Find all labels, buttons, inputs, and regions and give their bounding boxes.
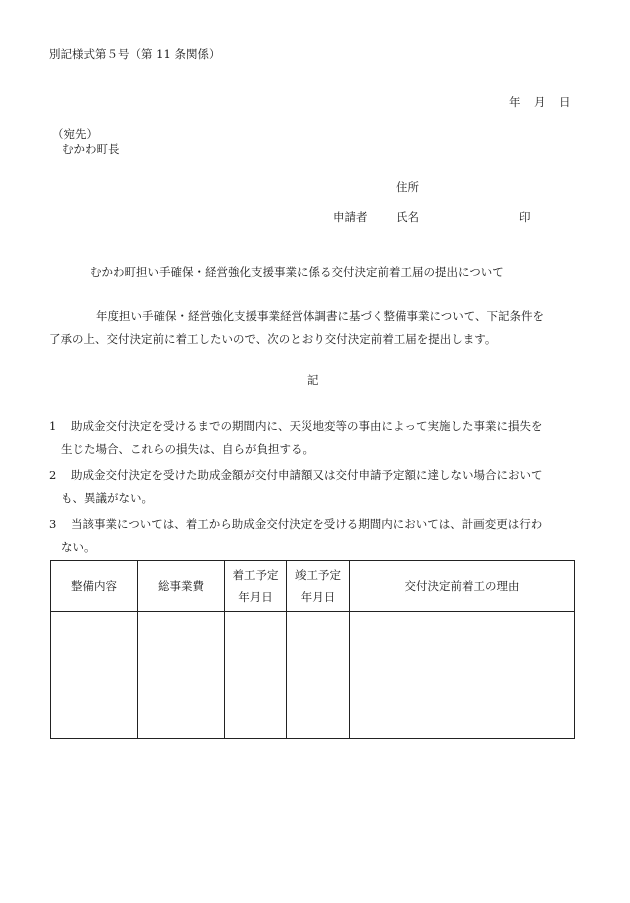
work-table bbox=[50, 560, 575, 739]
header-total-cost: 総事業費 bbox=[138, 561, 225, 612]
cell-total-cost[interactable] bbox=[138, 612, 225, 739]
addressee-prefix: （宛先） bbox=[52, 127, 98, 141]
condition-text: 助成金交付決定を受けるまでの期間内に、天災地変等の事由によって実施した事業に損失を bbox=[71, 419, 543, 433]
condition-number: 2 bbox=[49, 468, 57, 482]
condition-item bbox=[49, 415, 584, 461]
body-line-1: 年度担い手確保・経営強化支援事業経営体調書に基づく整備事業について、下記条件を bbox=[96, 309, 545, 323]
condition-text: 当該事業については、着工から助成金交付決定を受ける期間内においては、計画変更は行わ bbox=[71, 517, 543, 531]
table-header-row bbox=[51, 561, 575, 612]
address-label: 住所 bbox=[396, 180, 419, 194]
header-finish-date bbox=[287, 561, 350, 612]
body-paragraph bbox=[49, 305, 589, 351]
applicant-role-label: 申請者 bbox=[333, 210, 368, 224]
header-start-label: 着工予定 bbox=[232, 568, 279, 582]
header-start-date bbox=[225, 561, 287, 612]
form-number: 別記様式第５号（第 11 条関係） bbox=[49, 47, 221, 61]
condition-text-cont: ない。 bbox=[61, 540, 96, 554]
table-row bbox=[51, 612, 575, 739]
applicant-name-label: 氏名 bbox=[396, 210, 419, 224]
cell-finish-date[interactable] bbox=[287, 612, 350, 739]
addressee-name: むかわ町長 bbox=[62, 142, 120, 156]
seal-mark: 印 bbox=[519, 210, 531, 224]
date-line: 年 月 日 bbox=[509, 95, 572, 109]
condition-number: 1 bbox=[49, 419, 57, 433]
condition-text: 助成金交付決定を受けた助成金額が交付申請額又は交付申請予定額に達しない場合において bbox=[71, 468, 543, 482]
document-title: むかわ町担い手確保・経営強化支援事業に係る交付決定前着工届の提出について bbox=[90, 265, 504, 279]
cell-content[interactable] bbox=[51, 612, 138, 739]
condition-number: 3 bbox=[49, 517, 57, 531]
condition-item bbox=[49, 513, 584, 559]
cell-reason[interactable] bbox=[350, 612, 575, 739]
header-finish-sub: 年月日 bbox=[300, 590, 336, 604]
header-content: 整備内容 bbox=[51, 561, 138, 612]
condition-text-cont: 生じた場合、これらの損失は、自らが負担する。 bbox=[61, 442, 314, 456]
condition-text-cont: も、異議がない。 bbox=[61, 491, 153, 505]
header-reason: 交付決定前着工の理由 bbox=[350, 561, 575, 612]
cell-start-date[interactable] bbox=[225, 612, 287, 739]
header-start-sub: 年月日 bbox=[238, 590, 273, 604]
body-line-2: 了承の上、交付決定前に着工したいので、次のとおり交付決定前着工届を提出します。 bbox=[49, 332, 497, 346]
header-finish-label: 竣工予定 bbox=[295, 568, 341, 582]
note-heading: 記 bbox=[307, 373, 319, 387]
condition-item bbox=[49, 464, 584, 510]
